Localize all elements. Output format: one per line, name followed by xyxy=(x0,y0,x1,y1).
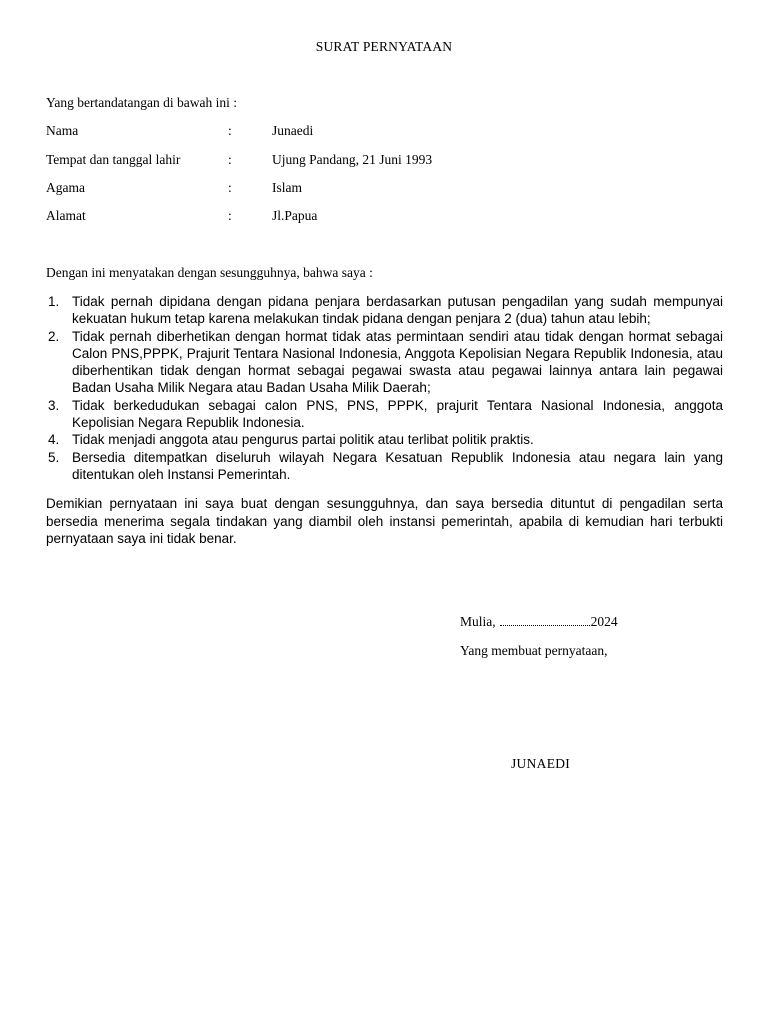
field-label: Tempat dan tanggal lahir xyxy=(46,152,181,167)
field-colon: : xyxy=(228,180,232,195)
field-row-alamat xyxy=(46,208,726,228)
field-label: Agama xyxy=(46,180,85,195)
field-colon: : xyxy=(228,123,232,138)
date-blank-dotted-line xyxy=(500,615,590,626)
list-item-number: 3. xyxy=(48,397,60,413)
list-item-text: Tidak berkedudukan sebagai calon PNS, PNS, PPPK, prajurit Tentara Nasional Indonesia, anggota Kepolisian Negara Republik Indonesia. xyxy=(72,397,723,431)
field-value: Jl.Papua xyxy=(272,208,318,223)
maker-label: Yang membuat pernyataan, xyxy=(460,643,608,658)
closing-paragraph: Demikian pernyataan ini saya buat dengan sesungguhnya, dan saya bersedia dituntut di pengadilan serta bersedia menerima segala tindakan yang diambil oleh instansi pemerintah, apabila di kemudian hari terbukti pernyataan saya ini tidak benar. xyxy=(46,496,723,546)
list-item xyxy=(46,328,723,397)
list-item-number: 4. xyxy=(48,432,60,448)
list-item-text: Tidak pernah dipidana dengan pidana penjara berdasarkan putusan pengadilan yang sudah mempunyai kekuatan hukum tetap karena melakukan tindak pidana dengan penjara 2 (dua) tahun atau lebih; xyxy=(72,294,723,327)
list-item-text: Tidak menjadi anggota atau pengurus partai politik atau terlibat politik praktis. xyxy=(72,432,534,448)
list-item-number: 1. xyxy=(48,294,60,309)
field-row-agama xyxy=(46,180,726,200)
list-item-number: 2. xyxy=(48,328,60,344)
field-colon: : xyxy=(228,208,232,223)
list-item-number: 5. xyxy=(48,449,60,465)
list-item xyxy=(46,431,723,448)
place-date-line xyxy=(460,614,618,630)
field-row-tempat-tanggal-lahir xyxy=(46,152,726,172)
field-value: Islam xyxy=(272,180,302,195)
list-item xyxy=(46,449,723,484)
place-label: Mulia, xyxy=(460,614,496,629)
field-row-nama xyxy=(46,123,726,143)
list-item-text: Bersedia ditempatkan diseluruh wilayah Negara Kesatuan Republik Indonesia atau negara lain yang ditentukan oleh Instansi Pemerintah. xyxy=(72,449,723,482)
list-item-text: Tidak pernah diberhetikan dengan hormat tidak atas permintaan sendiri atau tidak dengan hormat sebagai Calon PNS,PPPK, Prajurit Tentara Nasional Indonesia, Anggota Kepolisian Negara Republik Indonesia, atau diberhentikan tidak dengan hormat sebagai pegawai swasta atau pegawai lainnya antara lain pegawai Badan Usaha Milik Negara atau Badan Usaha Milik Daerah; xyxy=(72,328,723,396)
statement-text: Dengan ini menyatakan dengan sesungguhnya, bahwa saya : xyxy=(46,265,373,280)
field-colon: : xyxy=(228,152,232,167)
signer-name: JUNAEDI xyxy=(511,756,571,771)
field-value: Junaedi xyxy=(272,123,314,138)
field-label: Nama xyxy=(46,123,79,138)
field-label: Alamat xyxy=(46,208,86,223)
list-item xyxy=(46,293,723,328)
statement-list xyxy=(46,293,723,483)
intro-text: Yang bertandatangan di bawah ini : xyxy=(46,95,237,110)
document-title: SURAT PERNYATAAN xyxy=(315,39,453,54)
field-value: Ujung Pandang, 21 Juni 1993 xyxy=(272,152,433,167)
year-label: 2024 xyxy=(590,614,618,629)
list-item xyxy=(46,397,723,432)
